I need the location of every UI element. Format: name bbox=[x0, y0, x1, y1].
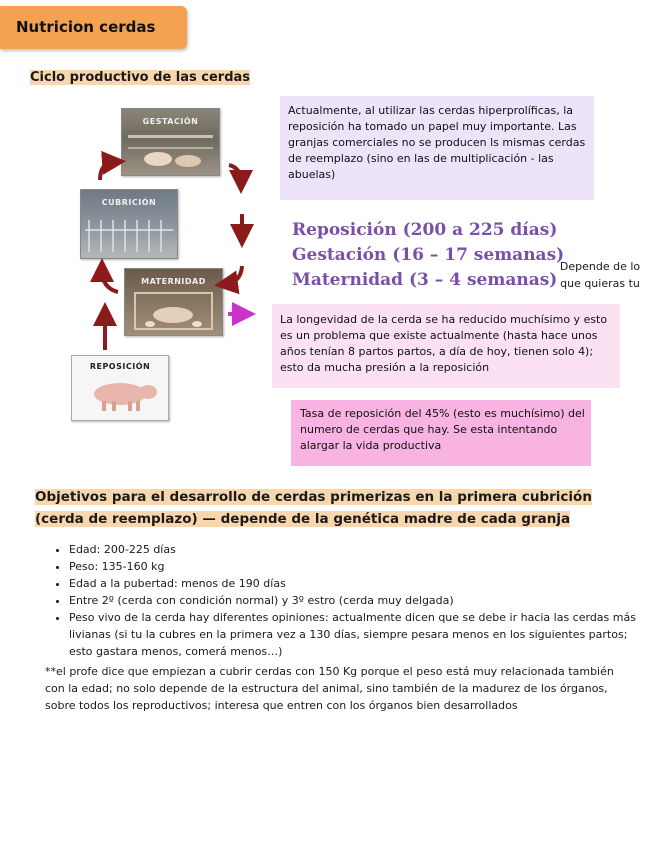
gestacion-photo bbox=[121, 108, 220, 176]
info-box-longevidad: La longevidad de la cerda se ha reducido muchísimo y esto es un problema que existe actualmente (hasta hace unos años tenían 8 partos partos, a día de hoy, tienen solo 4); esto da mucha presión a la reposición bbox=[272, 304, 620, 388]
footnote: **el profe dice que empiezan a cubrir cerdas con 150 Kg porque el peso está muy relacionada también con la edad; no solo depende de la estructura del animal, sino también de la madurez de los órganos, sobre todos los reproductivos; interesa que entren con los órganos bien desarrollados bbox=[45, 665, 614, 712]
arrow-cubricion-icon bbox=[102, 270, 118, 292]
info-box-tasa: Tasa de reposición del 45% (esto es muchísimo) del numero de cerdas que hay. Se esta intentando alargar la vida productiva bbox=[291, 400, 591, 466]
side-note: Depende de lo que quieras tu bbox=[559, 260, 641, 290]
phase-reposicion: Reposición (200 a 225 días) bbox=[292, 220, 558, 240]
arrow-maternidad-icon bbox=[226, 266, 242, 284]
gestacion-pens-illustration bbox=[122, 109, 219, 175]
section-heading-objetivos bbox=[35, 486, 625, 530]
cubricion-photo bbox=[80, 189, 178, 259]
maternidad-label: MATERNIDAD bbox=[141, 277, 206, 286]
phase-durations bbox=[292, 218, 564, 293]
reposicion-photo bbox=[71, 355, 169, 421]
title-tab bbox=[0, 6, 187, 49]
info-box-reposicion: Actualmente, al utilizar las cerdas hiperprolíficas, la reposición ha tomado un papel muy importante. Las granjas comerciales no se producen ls mismas cerdas de reemplazo (sino en las de multiplicación - las abuelas) bbox=[280, 96, 594, 200]
section-heading-ciclo: Ciclo productivo de las cerdas bbox=[30, 70, 251, 85]
maternidad-farrowing-illustration bbox=[125, 269, 222, 335]
arrow-gestacion-up-icon bbox=[100, 162, 114, 180]
list-item: • Edad: 200-225 días bbox=[69, 541, 644, 558]
page-title: Nutricion cerdas bbox=[16, 18, 156, 36]
objetivos-heading-text: Objetivos para el desarrollo de cerdas primerizas en la primera cubrición (cerda de reemplazo) — depende de la genética madre de cada granja bbox=[35, 489, 592, 527]
phase-maternidad: Maternidad (3 – 4 semanas) bbox=[292, 270, 558, 290]
reposicion-label: REPOSICIÓN bbox=[89, 362, 151, 371]
gestacion-label: GESTACIÓN bbox=[142, 117, 199, 126]
cubricion-crates-illustration bbox=[81, 190, 177, 258]
maternidad-photo bbox=[124, 268, 223, 336]
cubricion-label: CUBRICIÓN bbox=[101, 198, 157, 207]
list-item: • Peso: 135-160 kg bbox=[69, 558, 644, 575]
phase-gestacion: Gestación (16 – 17 semanas) bbox=[292, 245, 565, 265]
list-item: • Edad a la pubertad: menos de 190 días bbox=[69, 575, 644, 592]
list-item: • Entre 2º (cerda con condición normal) y 3º estro (cerda muy delgada) bbox=[69, 592, 644, 609]
pig-icon bbox=[72, 356, 168, 420]
arrow-gestacion-icon bbox=[229, 165, 241, 182]
list-item: • Peso vivo de la cerda hay diferentes opiniones: actualmente dicen que se debe ir hacia las cerdas más livianas (si tu la cubres en la primera vez a 130 días, siempre pesara menos en los siguientes partos; esto gastara menos, comerá menos…) bbox=[69, 609, 644, 660]
objetivos-list bbox=[45, 541, 644, 660]
